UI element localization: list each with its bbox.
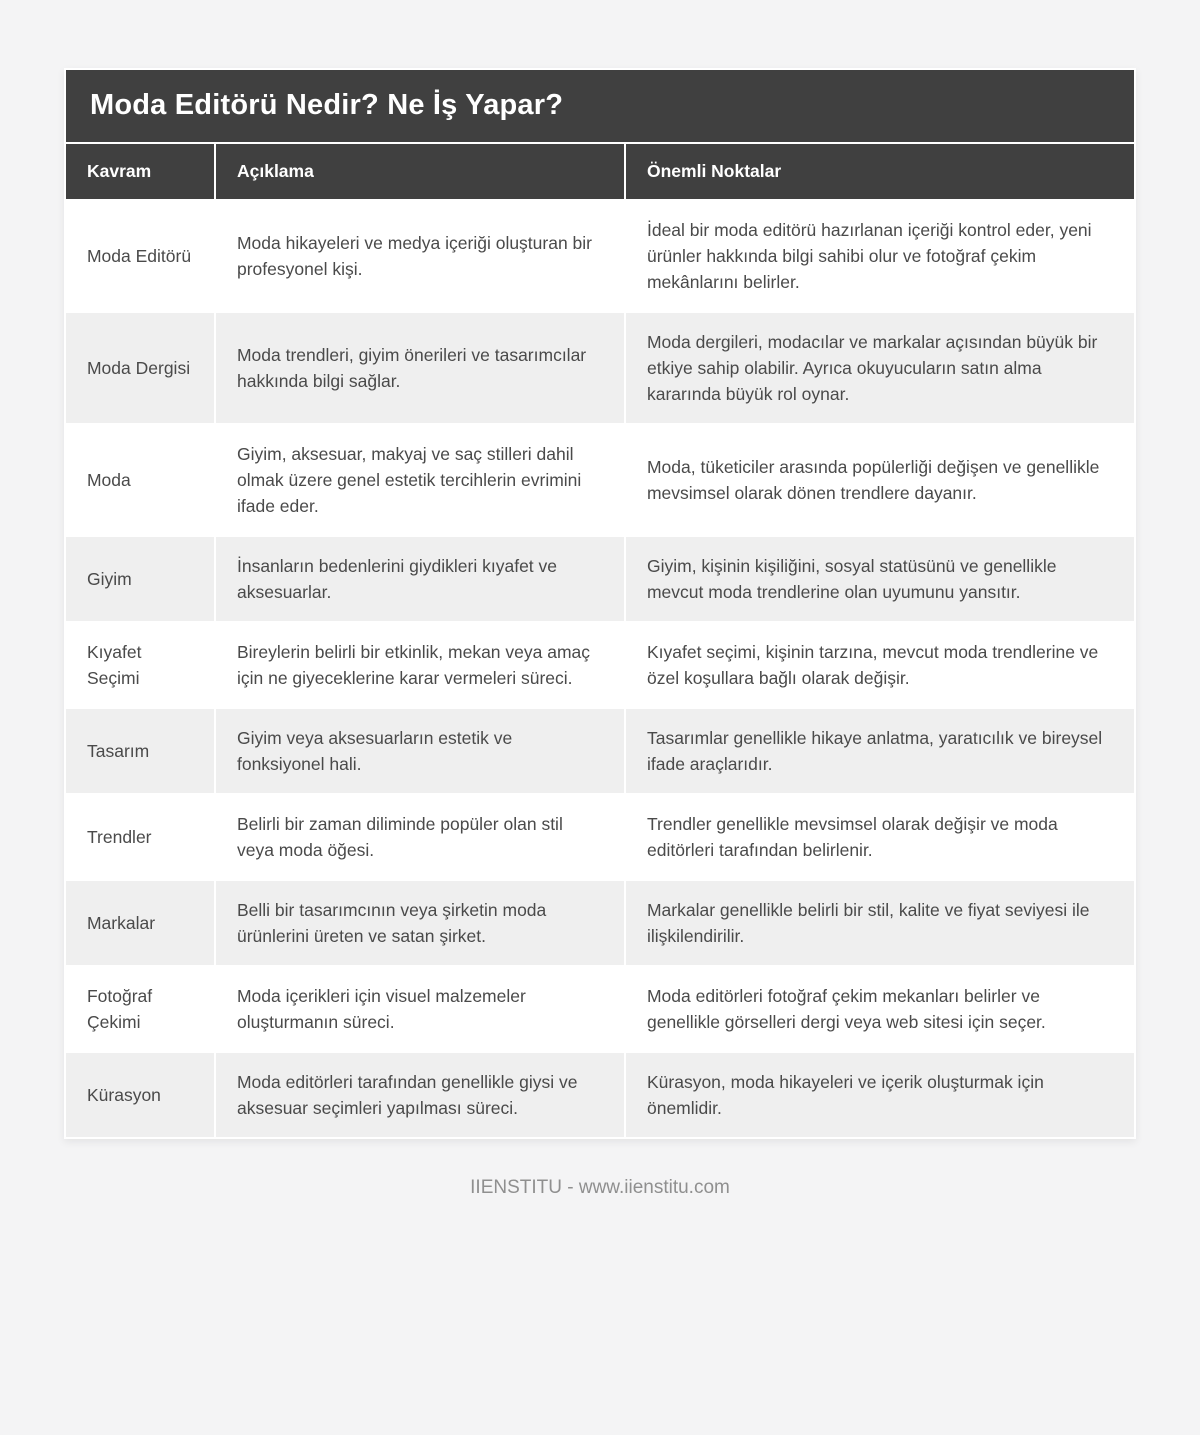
cell-aciklama: Moda hikayeleri ve medya içeriği oluşturan bir profesyonel kişi.: [216, 201, 624, 311]
cell-kavram: Moda Dergisi: [66, 313, 214, 423]
cell-onemli-noktalar: Kıyafet seçimi, kişinin tarzına, mevcut moda trendlerine ve özel koşullara bağlı olarak değişir.: [626, 623, 1134, 707]
cell-aciklama: Giyim veya aksesuarların estetik ve fonksiyonel hali.: [216, 709, 624, 793]
cell-kavram: Tasarım: [66, 709, 214, 793]
column-header-row: [66, 144, 1134, 199]
cell-onemli-noktalar: Moda, tüketiciler arasında popülerliği değişen ve genellikle mevsimsel olarak dönen trendlere dayanır.: [626, 425, 1134, 535]
cell-kavram: Giyim: [66, 537, 214, 621]
table-row: [66, 313, 1134, 423]
table-body: [66, 201, 1134, 1137]
footer-text: IIENSTITU - www.iienstitu.com: [470, 1177, 730, 1198]
cell-aciklama: Bireylerin belirli bir etkinlik, mekan veya amaç için ne giyeceklerine karar vermeleri süreci.: [216, 623, 624, 707]
table-row: [66, 623, 1134, 707]
cell-onemli-noktalar: İdeal bir moda editörü hazırlanan içeriği kontrol eder, yeni ürünler hakkında bilgi sahibi olur ve fotoğraf çekim mekânlarını belirler.: [626, 201, 1134, 311]
table-head: [66, 70, 1134, 199]
table-row: [66, 1053, 1134, 1137]
cell-aciklama: Moda trendleri, giyim önerileri ve tasarımcılar hakkında bilgi sağlar.: [216, 313, 624, 423]
cell-onemli-noktalar: Kürasyon, moda hikayeleri ve içerik oluşturmak için önemlidir.: [626, 1053, 1134, 1137]
table-row: [66, 537, 1134, 621]
column-header-onemli-noktalar: Önemli Noktalar: [626, 144, 1134, 199]
table-row: [66, 709, 1134, 793]
fashion-editor-table: [64, 68, 1136, 1139]
cell-aciklama: Moda içerikleri için visuel malzemeler oluşturmanın süreci.: [216, 967, 624, 1051]
cell-onemli-noktalar: Trendler genellikle mevsimsel olarak değişir ve moda editörleri tarafından belirlenir.: [626, 795, 1134, 879]
cell-onemli-noktalar: Giyim, kişinin kişiliğini, sosyal statüsünü ve genellikle mevcut moda trendlerine olan uyumunu yansıtır.: [626, 537, 1134, 621]
cell-onemli-noktalar: Moda editörleri fotoğraf çekim mekanları belirler ve genellikle görselleri dergi veya web sitesi için seçer.: [626, 967, 1134, 1051]
page-title: Moda Editörü Nedir? Ne İş Yapar?: [66, 70, 1134, 142]
table-row: [66, 881, 1134, 965]
cell-kavram: Moda Editörü: [66, 201, 214, 311]
table-row: [66, 425, 1134, 535]
cell-aciklama: Belirli bir zaman diliminde popüler olan stil veya moda öğesi.: [216, 795, 624, 879]
cell-onemli-noktalar: Markalar genellikle belirli bir stil, kalite ve fiyat seviyesi ile ilişkilendirilir.: [626, 881, 1134, 965]
cell-kavram: Moda: [66, 425, 214, 535]
cell-aciklama: İnsanların bedenlerini giydikleri kıyafet ve aksesuarlar.: [216, 537, 624, 621]
cell-kavram: Fotoğraf Çekimi: [66, 967, 214, 1051]
cell-aciklama: Giyim, aksesuar, makyaj ve saç stilleri dahil olmak üzere genel estetik tercihlerin evrimini ifade eder.: [216, 425, 624, 535]
cell-aciklama: Belli bir tasarımcının veya şirketin moda ürünlerini üreten ve satan şirket.: [216, 881, 624, 965]
cell-kavram: Kıyafet Seçimi: [66, 623, 214, 707]
title-row: [66, 70, 1134, 142]
cell-onemli-noktalar: Moda dergileri, modacılar ve markalar açısından büyük bir etkiye sahip olabilir. Ayrıca okuyucuların satın alma kararında büyük rol oynar.: [626, 313, 1134, 423]
column-header-aciklama: Açıklama: [216, 144, 624, 199]
table-row: [66, 967, 1134, 1051]
column-header-kavram: Kavram: [66, 144, 214, 199]
cell-kavram: Trendler: [66, 795, 214, 879]
cell-onemli-noktalar: Tasarımlar genellikle hikaye anlatma, yaratıcılık ve bireysel ifade araçlarıdır.: [626, 709, 1134, 793]
cell-kavram: Kürasyon: [66, 1053, 214, 1137]
table-row: [66, 201, 1134, 311]
table-row: [66, 795, 1134, 879]
cell-aciklama: Moda editörleri tarafından genellikle giysi ve aksesuar seçimleri yapılması süreci.: [216, 1053, 624, 1137]
cell-kavram: Markalar: [66, 881, 214, 965]
